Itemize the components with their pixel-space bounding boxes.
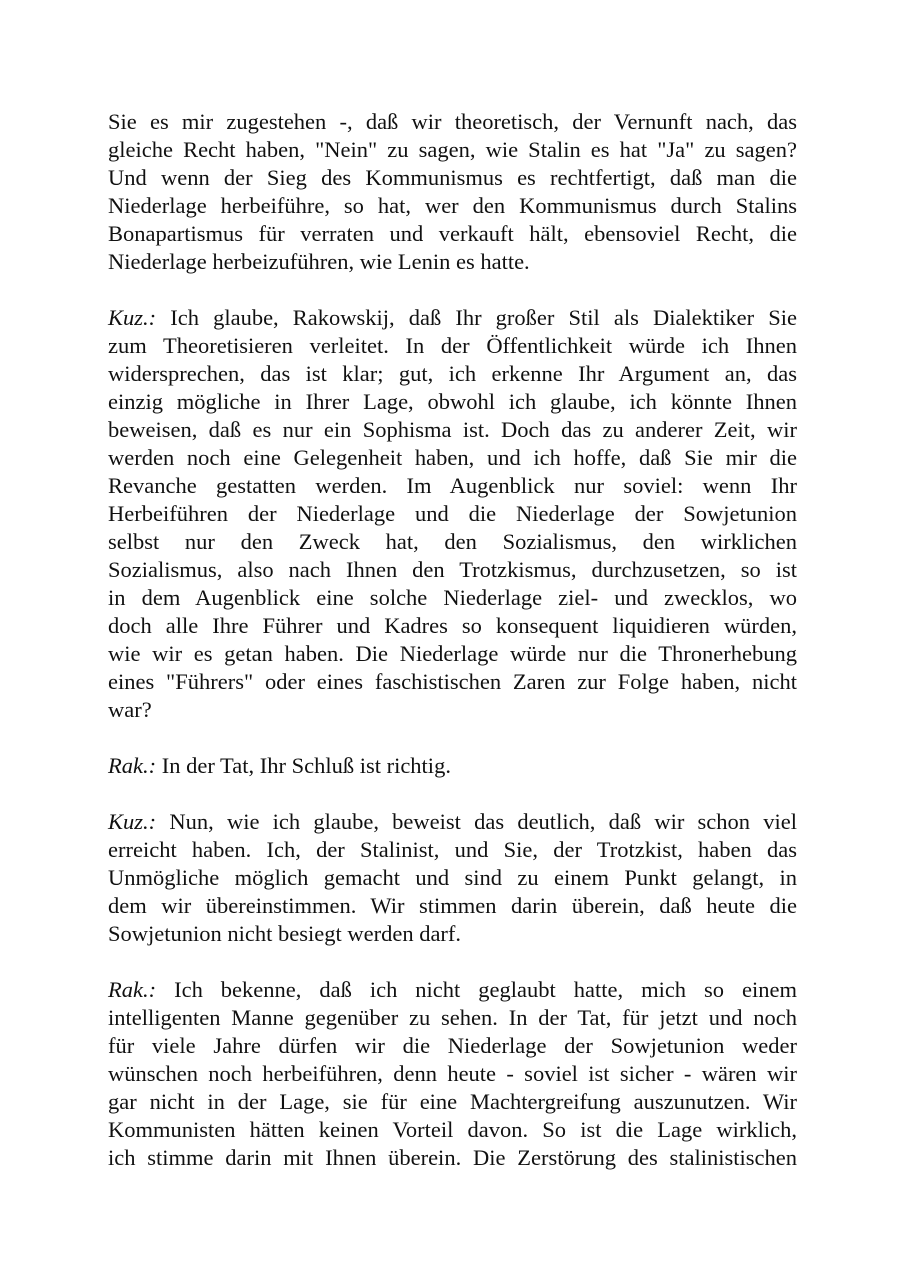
text-line: Niederlage herbeiführe, so hat, wer den Kommunismus durch Stalins — [108, 193, 797, 218]
line-text: Nun, wie ich glaube, beweist das deutlich, daß wir schon viel — [169, 809, 798, 834]
text-line: gleiche Recht haben, "Nein" zu sagen, wie Stalin es hat "Ja" zu sagen? — [108, 137, 797, 162]
text-line: Und wenn der Sieg des Kommunismus es rechtfertigt, daß man die — [108, 165, 797, 190]
text-line — [108, 976, 797, 1004]
text-line: Sozialismus, also nach Ihnen den Trotzkismus, durchzusetzen, so ist — [108, 557, 797, 582]
line-text: Ich glaube, Rakowskij, daß Ihr großer Stil als Dialektiker Sie — [170, 305, 798, 330]
speaker-label: Rak.: — [108, 977, 157, 1002]
text-line: erreicht haben. Ich, der Stalinist, und Sie, der Trotzkist, haben das — [108, 837, 797, 862]
text-line — [108, 304, 797, 332]
document-page — [108, 108, 797, 1200]
text-line: Unmögliche möglich gemacht und sind zu einem Punkt gelangt, in — [108, 865, 797, 890]
text-line: Bonapartismus für verraten und verkauft hält, ebensoviel Recht, die — [108, 221, 797, 246]
speaker-label: Kuz.: — [108, 305, 157, 330]
dialogue-paragraph-kuz — [108, 304, 797, 724]
text-line: Kommunisten hätten keinen Vorteil davon. So ist die Lage wirklich, — [108, 1117, 797, 1142]
text-line: war? — [108, 697, 152, 722]
text-line: beweisen, daß es nur ein Sophisma ist. Doch das zu anderer Zeit, wir — [108, 417, 797, 442]
line-text: Ich bekenne, daß ich nicht geglaubt hatte, mich so einem — [174, 977, 797, 1002]
text-line: Herbeiführen der Niederlage und die Niederlage der Sowjetunion — [108, 501, 797, 526]
text-line: in dem Augenblick eine solche Niederlage ziel- und zwecklos, wo — [108, 585, 797, 610]
text-line: werden noch eine Gelegenheit haben, und ich hoffe, daß Sie mir die — [108, 445, 797, 470]
speaker-label: Kuz.: — [108, 809, 157, 834]
text-line: gar nicht in der Lage, sie für eine Machtergreifung auszunutzen. Wir — [108, 1089, 797, 1114]
dialogue-paragraph-rak — [108, 752, 797, 780]
text-line: Revanche gestatten werden. Im Augenblick nur soviel: wenn Ihr — [108, 473, 797, 498]
text-line: doch alle Ihre Führer und Kadres so konsequent liquidieren würden, — [108, 613, 797, 638]
text-line: für viele Jahre dürfen wir die Niederlage der Sowjetunion weder — [108, 1033, 797, 1058]
speaker-label: Rak.: — [108, 753, 157, 778]
text-line — [108, 752, 797, 780]
text-line: intelligenten Manne gegenüber zu sehen. In der Tat, für jetzt und noch — [108, 1005, 797, 1030]
dialogue-paragraph-rak — [108, 976, 797, 1172]
text-line: Sie es mir zugestehen -, daß wir theoretisch, der Vernunft nach, das — [108, 109, 797, 134]
dialogue-paragraph-kuz — [108, 808, 797, 948]
text-line: ich stimme darin mit Ihnen überein. Die Zerstörung des stalinistischen — [108, 1145, 797, 1170]
paragraph — [108, 108, 797, 276]
text-line — [108, 808, 797, 836]
text-line: wünschen noch herbeiführen, denn heute - soviel ist sicher - wären wir — [108, 1061, 797, 1086]
text-line: wie wir es getan haben. Die Niederlage würde nur die Thronerhebung — [108, 641, 797, 666]
text-line: Sowjetunion nicht besiegt werden darf. — [108, 921, 462, 946]
line-text: In der Tat, Ihr Schluß ist richtig. — [161, 753, 451, 778]
text-line: einzig mögliche in Ihrer Lage, obwohl ich glaube, ich könnte Ihnen — [108, 389, 797, 414]
text-line: eines "Führers" oder eines faschistischen Zaren zur Folge haben, nicht — [108, 669, 797, 694]
text-line: selbst nur den Zweck hat, den Sozialismus, den wirklichen — [108, 529, 797, 554]
text-line: zum Theoretisieren verleitet. In der Öffentlichkeit würde ich Ihnen — [108, 333, 797, 358]
text-line: Niederlage herbeizuführen, wie Lenin es hatte. — [108, 249, 530, 274]
text-line: widersprechen, das ist klar; gut, ich erkenne Ihr Argument an, das — [108, 361, 797, 386]
text-line: dem wir übereinstimmen. Wir stimmen darin überein, daß heute die — [108, 893, 797, 918]
